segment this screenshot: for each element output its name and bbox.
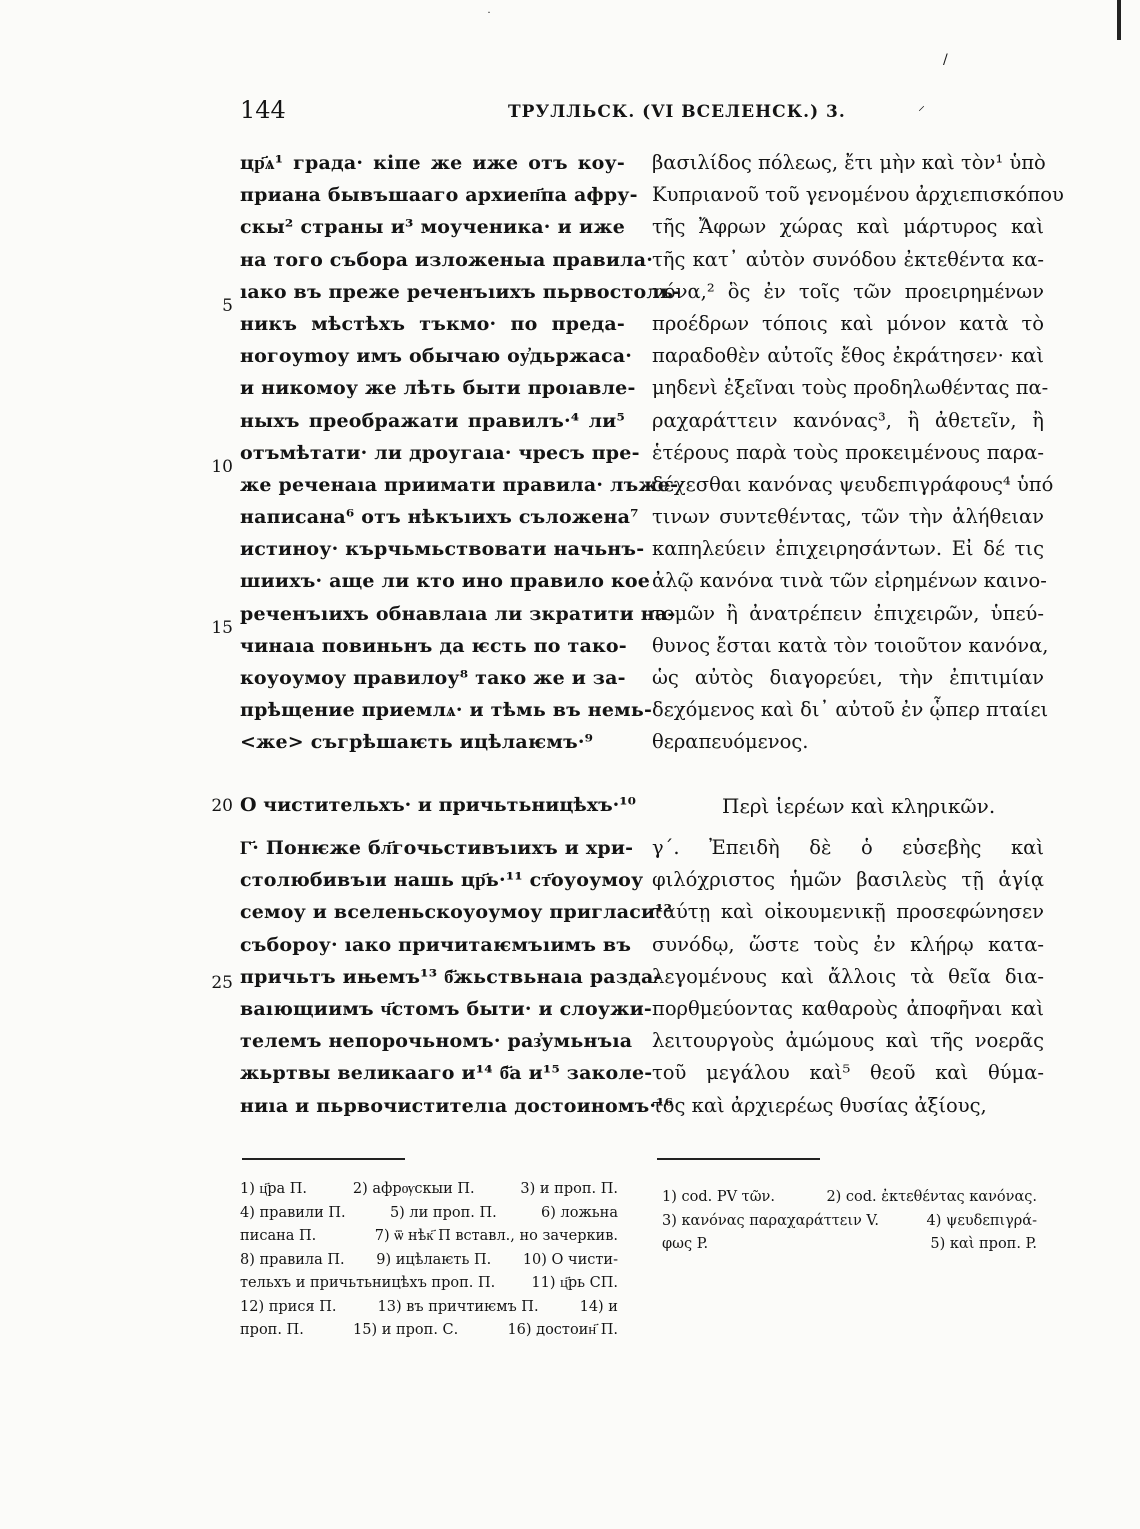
text-line: ταύτῃ καὶ οἰκουμενικῇ προσεφώνησεν	[652, 900, 1044, 924]
footnote-line	[240, 1225, 628, 1249]
text-line: истиноу· кърчьмьствовати начьнъ-	[240, 538, 645, 561]
footnote-entry: проп. П.	[240, 1322, 304, 1338]
footnote-line	[662, 1233, 1047, 1257]
text-line: παραδοθὲν αὐτοῖς ἔθος ἐκράτησεν· καὶ	[652, 344, 1044, 368]
slavonic-column	[240, 147, 682, 759]
text-line: семоу и вселеньскоуоумоу пригласи¹²	[240, 901, 673, 924]
line-numbers	[205, 0, 233, 1529]
text-line: νόνα,² ὃς ἐν τοῖς τῶν προειρημένων	[652, 279, 1044, 303]
text-line: τῆς κατ᾽ αὐτὸν συνόδου ἐκτεθέντα κα-	[652, 247, 1044, 271]
text-line: прѣщение приемлѧ· и тѣмь въ немь-	[240, 699, 653, 722]
footnote-entry: 1) cod. PV τῶν.	[662, 1189, 775, 1205]
text-line: написана⁶ отъ нѣкъıихъ съложена⁷	[240, 506, 639, 529]
text-line: ραχαράττειν κανόνας³, ἢ ἀθετεῖν, ἢ	[652, 408, 1044, 432]
line-number: 20	[211, 796, 233, 816]
footnote-line	[240, 1272, 628, 1296]
footnote-entry: 15) и проп. С.	[353, 1322, 459, 1338]
section-heading-slavonic: О чистительхъ· и причьтьницѣхъ·¹⁰	[240, 794, 636, 816]
text-line: γ΄. Ἐπειδὴ δὲ ὁ εὐσεβὴς καὶ	[652, 836, 1044, 859]
line-number: 10	[211, 457, 233, 477]
footnote-entry: φως P.	[662, 1236, 709, 1252]
text-line: λειτουργοὺς ἀμώμους καὶ τῆς νοερᾶς	[652, 1029, 1044, 1053]
text-line: προέδρων τόποις καὶ μόνον κατὰ τὸ	[652, 311, 1044, 335]
footnote-entry: 10) О чисти-	[522, 1251, 618, 1268]
text-line: τος καὶ ἀρχιερέως θυσίας ἀξίους,	[652, 1093, 987, 1117]
text-line: θεραπευόμενος.	[652, 730, 809, 754]
text-line: ἑτέρους παρὰ τοὺς προκειμένους παρα-	[652, 440, 1044, 464]
stray-dot: ˙	[486, 10, 492, 24]
edge-mark	[1117, 0, 1121, 40]
footnote-entry: 8) правила П.	[240, 1251, 345, 1268]
footnote-entry: 9) ицѣлаѥть П.	[376, 1251, 492, 1268]
text-line: ныхъ преображати правилъ·⁴ ли⁵	[240, 409, 625, 432]
text-line: на того събора изложеныа правила·	[240, 248, 654, 271]
footnote-entry: 13) въ причтиѥмъ П.	[377, 1298, 539, 1315]
text-line: ваıющиимъ ч҃стомъ быти· и слоужи-	[240, 997, 652, 1020]
text-line: φιλόχριστος ἡμῶν βασιλεὺς τῇ ἁγίᾳ	[652, 868, 1044, 892]
text-line: же реченаıа приимати правила· лъже-	[240, 473, 679, 496]
footnote-line	[240, 1319, 628, 1343]
footnotes-greek	[662, 1186, 1047, 1257]
stray-mark: /	[943, 52, 948, 68]
text-line: шиихъ· аще ли кто ино правило кое	[240, 570, 651, 593]
slavonic-canon-3	[240, 832, 674, 1122]
footnote-line	[662, 1210, 1047, 1234]
footnote-entry: 11) ц҃рь СП.	[531, 1275, 618, 1291]
text-line: и никомоу же лѣть быти проıавле-	[240, 377, 636, 400]
text-line: συνόδῳ, ὥστε τοὺς ἐν κλήρῳ κατα-	[652, 932, 1044, 956]
text-line: приана бывъшааго архиеп҃па афру-	[240, 184, 638, 207]
text-line: причьтъ ињемъ¹³ б҃жьствьнаıа разда-	[240, 965, 662, 988]
footnotes-slavonic	[240, 1178, 628, 1343]
text-line: θυνος ἔσται κατὰ τὸν τοιοῦτον κανόνα,	[652, 633, 1049, 657]
line-number: 5	[222, 296, 233, 316]
footnote-entry: писана П.	[240, 1228, 317, 1244]
text-line: коуоумоу правилоу⁸ тако же и за-	[240, 667, 626, 689]
text-line: реченъıихъ обнавлаıа ли зкратити на-	[240, 602, 676, 625]
footnote-entry: 4) правили П.	[240, 1204, 346, 1221]
text-line: Г҃· Понѥже бл҃гочьстивъıихъ и хри-	[240, 837, 634, 859]
footnote-line	[240, 1249, 628, 1273]
footnote-rule-right	[657, 1158, 820, 1160]
greek-column	[652, 147, 1064, 759]
footnote-entry: 3) и проп. П.	[520, 1181, 618, 1197]
section-heading-greek: Περὶ ἱερέων καὶ κληρικῶν.	[722, 794, 996, 818]
footnote-line	[240, 1178, 628, 1202]
text-line: столюбивъıи нашь цр҃ь·¹¹ ст҃оуоумоу	[240, 869, 644, 892]
text-line: ногоуmоу имъ обычаю оу҆дьржаса·	[240, 345, 633, 368]
text-line: никъ мѣстѣхъ тъкмо· по преда-	[240, 312, 625, 335]
text-line: Κυπριανοῦ τοῦ γενομένου ἀρχιεπισκόπου	[652, 183, 1064, 207]
text-line: скы² страны и³ моученика· и иже	[240, 216, 625, 239]
text-line: βασιλίδος πόλεως, ἔτι μὴν καὶ τὸν¹ ὑπὸ	[652, 151, 1046, 174]
footnote-line	[240, 1202, 628, 1226]
text-line: ниıа и пьрвочистителıа достоиномъ·¹⁶	[240, 1094, 674, 1117]
text-line: τοῦ μεγάλου καὶ⁵ θεοῦ καὶ θύμα-	[652, 1061, 1044, 1085]
text-line: цр҃ѧ¹ града· кіпе же иже отъ коу-	[240, 152, 625, 174]
text-line: καπηλεύειν ἐπιχειρησάντων. Εἰ δέ τις	[652, 537, 1044, 561]
text-line: жьртвы великааго и¹⁴ б҃а и¹⁵ заколе-	[240, 1062, 653, 1085]
footnote-entry: 5) ли проп. П.	[389, 1204, 497, 1221]
text-line: телемъ непорочьномъ· раз҆умьнъıа	[240, 1030, 633, 1053]
line-number: 25	[211, 973, 233, 993]
footnote-line	[240, 1296, 628, 1320]
text-line: μηδενὶ ἐξεῖναι τοὺς προδηλωθέντας πα-	[652, 376, 1049, 400]
footnote-entry: 5) καὶ проп. P.	[930, 1236, 1037, 1252]
text-line: δεχόμενος καὶ δι᾽ αὐτοῦ ἐν ᾧπερ πταίει	[652, 698, 1049, 722]
text-line: ıако въ преже реченъıихъ пьрвостоль-	[240, 280, 682, 303]
footnote-line	[662, 1186, 1047, 1210]
footnote-entry: 2) афрѹскыи П.	[352, 1181, 475, 1197]
stray-mark: ⸝	[918, 98, 925, 114]
footnote-entry: 14) и	[579, 1298, 618, 1315]
footnote-entry: 4) ψευδεπιγρά-	[926, 1212, 1037, 1229]
text-line: <же> съгрѣшаѥть ицѣлаѥмъ·⁹	[240, 731, 594, 754]
greek-canon-3	[652, 832, 1044, 1122]
text-line: ἀλῷ κανόνα τινὰ τῶν εἰρημένων καινο-	[652, 569, 1047, 593]
text-line: λεγομένους καὶ ἄλλοις τὰ θεῖα δια-	[652, 964, 1044, 988]
text-line: съборoу· ıако причитаѥмъıимъ въ	[240, 933, 632, 956]
footnote-entry: 16) достоин҃ П.	[507, 1322, 618, 1338]
footnote-rule-left	[242, 1158, 405, 1160]
line-number: 15	[211, 618, 233, 638]
text-line: ὡς αὐτὸς διαγορεύει, τὴν ἐπιτιμίαν	[652, 666, 1044, 689]
footnote-entry: 12) прися П.	[240, 1298, 337, 1315]
footnote-entry: 6) ложьна	[541, 1204, 618, 1221]
text-line: отъмѣтати· ли дроугаıа· чресъ пре-	[240, 441, 640, 464]
text-line: τομῶν ἢ ἀνατρέπειν ἐπιχειρῶν, ὑπεύ-	[652, 601, 1044, 625]
footnote-entry: 1) ц҃ра П.	[240, 1181, 308, 1197]
text-line: τῆς Ἄφρων χώρας καὶ μάρτυρος καὶ	[652, 215, 1044, 239]
page-number: 144	[240, 96, 286, 124]
text-line: τινων συντεθέντας, τῶν τὴν ἀλήθειαν	[652, 505, 1044, 529]
text-line: δέχεσθαι κανόνας ψευδεπιγράφους⁴ ὑπό	[652, 472, 1054, 496]
footnote-entry: 3) κανόνας παραχαράττειν V.	[662, 1212, 879, 1229]
text-line: чинаıа повиньнъ да ѥсть по тако-	[240, 634, 627, 657]
footnote-entry: 2) cod. ἐκτεθέντας κανόνας.	[826, 1189, 1037, 1205]
footnote-entry: тельхъ и причьтьницѣхъ проп. П.	[240, 1275, 496, 1291]
running-title: ТРУЛЛЬСК. (VI ВСЕЛЕНСК.) 3.	[508, 102, 846, 122]
footnote-entry: 7) ѿ нѣк҃ П вставл., но зачеркив.	[374, 1228, 618, 1244]
text-line: πορθμεύοντας καθαροὺς ἀποφῆναι καὶ	[652, 996, 1044, 1020]
